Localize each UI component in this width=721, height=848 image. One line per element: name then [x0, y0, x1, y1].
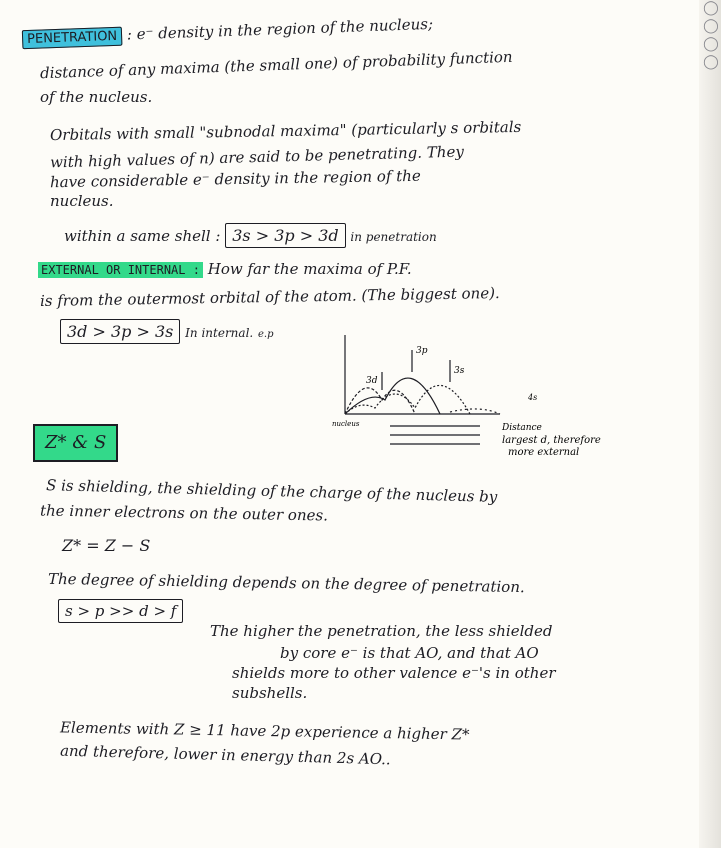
external-line1: How far the maxima of P.F. [207, 260, 412, 278]
penetration-def-line1: : e⁻ density in the region of the nucleus; [126, 14, 434, 44]
label-3p: 3p [416, 346, 428, 356]
label-distance: Distance [502, 423, 542, 433]
penetration-def-line2: distance of any maxima (the small one) of probability function [39, 47, 513, 83]
external-heading: EXTERNAL OR INTERNAL : [38, 262, 203, 278]
shielding-heading-wrap [33, 424, 118, 462]
shielding-order-box: s > p >> d > f [58, 599, 183, 623]
penetration-heading: PENETRATION [22, 27, 123, 49]
penetration-block [22, 14, 434, 47]
shell-comparison [64, 228, 437, 244]
external-order-box: 3d > 3p > 3s [60, 319, 180, 344]
shielding-order [58, 604, 183, 619]
notebook-binding [699, 0, 721, 848]
ep-label: e.p [258, 329, 274, 340]
shielding-note-line4: subshells. [232, 684, 308, 702]
curve-3d [345, 388, 415, 414]
shell-order-box: 3s > 3p > 3d [225, 223, 345, 248]
external-order-suffix: In internal. [185, 326, 254, 340]
shielding-formula: Z* = Z − S [62, 536, 151, 555]
external-line2: is from the outermost orbital of the atom. (The biggest one). [39, 283, 500, 311]
elements-line2: and therefore, lower in energy than 2s AO.. [59, 741, 391, 769]
penetration-def-line3: of the nucleus. [40, 88, 153, 106]
note-largest-d: largest d, therefore [502, 435, 601, 446]
shell-suffix: in penetration [350, 230, 437, 244]
curve-3p [345, 378, 440, 414]
radial-probability-sketch [330, 330, 670, 470]
penetration-para-line3: have considerable e⁻ density in the region of the [49, 166, 421, 192]
label-4s: 4s [528, 393, 538, 402]
shielding-line1: S is shielding, the shielding of the charge of the nucleus by [45, 476, 498, 506]
label-3d: 3d [366, 376, 378, 386]
shielding-line3: The degree of shielding depends on the degree of penetration. [47, 569, 525, 597]
shell-prefix: within a same shell : [64, 227, 221, 245]
shielding-note-line1: The higher the penetration, the less shielded [210, 622, 553, 640]
shielding-note-line2: by core e⁻ is that AO, and that AO [280, 644, 539, 662]
penetration-para-line4: nucleus. [50, 192, 114, 210]
penetration-para-line2: with high values of n) are said to be penetrating. They [49, 142, 465, 172]
note-more-external: more external [508, 447, 580, 458]
penetration-para-line1: Orbitals with small "subnodal maxima" (particularly s orbitals [49, 117, 522, 145]
curve-4s [450, 409, 500, 414]
shielding-line2: the inner electrons on the outer ones. [39, 501, 329, 525]
external-block [38, 262, 412, 277]
shielding-heading: Z* & S [33, 424, 118, 462]
binding-rings-icon: ◯◯◯◯ [703, 0, 719, 72]
label-3s: 3s [454, 366, 465, 376]
elements-line1: Elements with Z ≥ 11 have 2p experience a higher Z* [59, 718, 470, 744]
label-nucleus: nucleus [332, 420, 360, 428]
shielding-note-line3: shields more to other valence e⁻'s in other [232, 664, 556, 682]
external-order [60, 324, 274, 340]
